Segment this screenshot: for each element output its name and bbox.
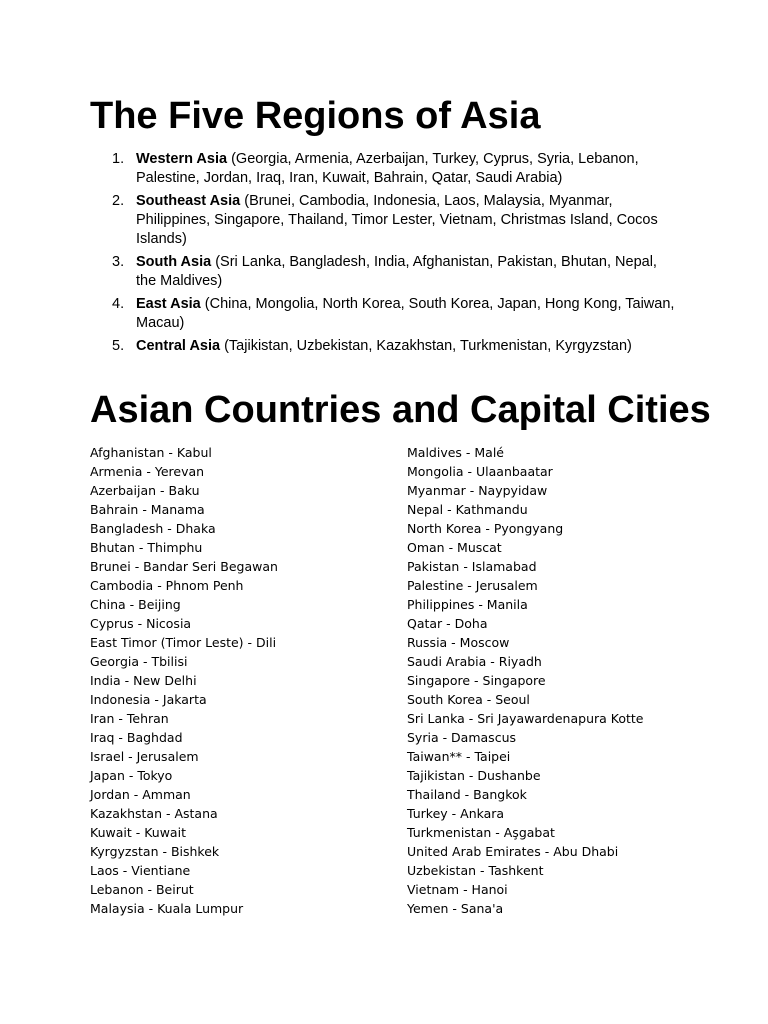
regions-list xyxy=(0,150,768,360)
capital-entry: Mongolia - Ulaanbaatar xyxy=(407,464,553,479)
capitals-right-column xyxy=(407,443,737,918)
capital-entry: Iran - Tehran xyxy=(90,711,169,726)
capital-entry: Kyrgyzstan - Bishkek xyxy=(90,844,220,859)
region-countries: (Tajikistan, Uzbekistan, Kazakhstan, Turkmenistan, Kyrgyzstan) xyxy=(220,338,632,354)
region-name: Central Asia xyxy=(136,338,221,354)
capital-entry: Taiwan** - Taipei xyxy=(407,749,511,764)
capital-entry: Azerbaijan - Baku xyxy=(90,483,200,498)
capital-entry: Singapore - Singapore xyxy=(407,673,546,688)
region-name: Southeast Asia xyxy=(136,193,241,209)
capital-entry: Japan - Tokyo xyxy=(90,768,173,783)
capital-entry: North Korea - Pyongyang xyxy=(407,521,564,536)
capital-entry: Kazakhstan - Astana xyxy=(90,806,218,821)
region-item xyxy=(0,253,768,291)
capital-entry: United Arab Emirates - Abu Dhabi xyxy=(407,844,619,859)
capital-entry: Oman - Muscat xyxy=(407,540,502,555)
region-countries: (Sri Lanka, Bangladesh, India, Afghanistan, Pakistan, Bhutan, Nepal, the Maldives) xyxy=(136,254,657,289)
capital-entry: Turkey - Ankara xyxy=(407,806,505,821)
region-item xyxy=(0,337,768,356)
region-item xyxy=(0,295,768,333)
capital-entry: Pakistan - Islamabad xyxy=(407,559,537,574)
capital-entry: Armenia - Yerevan xyxy=(90,464,205,479)
region-number: 2. xyxy=(112,193,125,209)
capital-entry: Bahrain - Manama xyxy=(90,502,205,517)
capitals-title: Asian Countries and Capital Cities xyxy=(90,389,711,431)
capital-entry: Cyprus - Nicosia xyxy=(90,616,192,631)
capital-entry: Yemen - Sana'a xyxy=(407,901,504,916)
capital-entry: Saudi Arabia - Riyadh xyxy=(407,654,542,669)
capital-entry: Syria - Damascus xyxy=(407,730,517,745)
capital-entry: Vietnam - Hanoi xyxy=(407,882,508,897)
capital-entry: Cambodia - Phnom Penh xyxy=(90,578,244,593)
capital-entry: Maldives - Malé xyxy=(407,445,504,460)
regions-title: The Five Regions of Asia xyxy=(90,95,541,137)
capital-entry: Russia - Moscow xyxy=(407,635,510,650)
capital-entry: Indonesia - Jakarta xyxy=(90,692,207,707)
capital-entry: Kuwait - Kuwait xyxy=(90,825,186,840)
capital-entry: Bangladesh - Dhaka xyxy=(90,521,216,536)
region-item xyxy=(0,150,768,188)
capital-entry: Israel - Jerusalem xyxy=(90,749,199,764)
capital-entry: Malaysia - Kuala Lumpur xyxy=(90,901,244,916)
capital-entry: Palestine - Jerusalem xyxy=(407,578,538,593)
capital-entry: Thailand - Bangkok xyxy=(407,787,527,802)
capital-entry: Afghanistan - Kabul xyxy=(90,445,212,460)
capital-entry: China - Beijing xyxy=(90,597,181,612)
capital-entry: South Korea - Seoul xyxy=(407,692,530,707)
capital-entry: Lebanon - Beirut xyxy=(90,882,194,897)
region-countries: (China, Mongolia, North Korea, South Korea, Japan, Hong Kong, Taiwan, Macau) xyxy=(136,296,675,331)
capital-entry: Sri Lanka - Sri Jayawardenapura Kotte xyxy=(407,711,644,726)
capital-entry: Myanmar - Naypyidaw xyxy=(407,483,548,498)
region-number: 3. xyxy=(112,254,125,270)
capital-entry: Nepal - Kathmandu xyxy=(407,502,528,517)
capital-entry: Turkmenistan - Aşgabat xyxy=(407,825,555,840)
region-name: Western Asia xyxy=(136,151,228,167)
capital-entry: Georgia - Tbilisi xyxy=(90,654,188,669)
capital-entry: Uzbekistan - Tashkent xyxy=(407,863,544,878)
capital-entry: Brunei - Bandar Seri Begawan xyxy=(90,559,278,574)
capital-entry: East Timor (Timor Leste) - Dili xyxy=(90,635,277,650)
capitals-left-column xyxy=(90,443,390,918)
region-item xyxy=(0,192,768,249)
region-name: South Asia xyxy=(136,254,212,270)
capital-entry: Jordan - Amman xyxy=(90,787,191,802)
region-countries: (Brunei, Cambodia, Indonesia, Laos, Malaysia, Myanmar, Philippines, Singapore, Thailand, Timor Lester, Vietnam, Christmas Island, Cocos Islands) xyxy=(136,193,658,247)
region-number: 1. xyxy=(112,151,125,167)
capital-entry: Tajikistan - Dushanbe xyxy=(407,768,541,783)
capital-entry: Bhutan - Thimphu xyxy=(90,540,203,555)
region-countries: (Georgia, Armenia, Azerbaijan, Turkey, Cyprus, Syria, Lebanon, Palestine, Jordan, Iraq, Iran, Kuwait, Bahrain, Qatar, Saudi Arabia) xyxy=(136,151,639,186)
capital-entry: Iraq - Baghdad xyxy=(90,730,183,745)
region-number: 5. xyxy=(112,338,125,354)
capital-entry: India - New Delhi xyxy=(90,673,197,688)
capital-entry: Qatar - Doha xyxy=(407,616,488,631)
region-number: 4. xyxy=(112,296,125,312)
capital-entry: Philippines - Manila xyxy=(407,597,528,612)
capital-entry: Laos - Vientiane xyxy=(90,863,191,878)
region-name: East Asia xyxy=(136,296,201,312)
